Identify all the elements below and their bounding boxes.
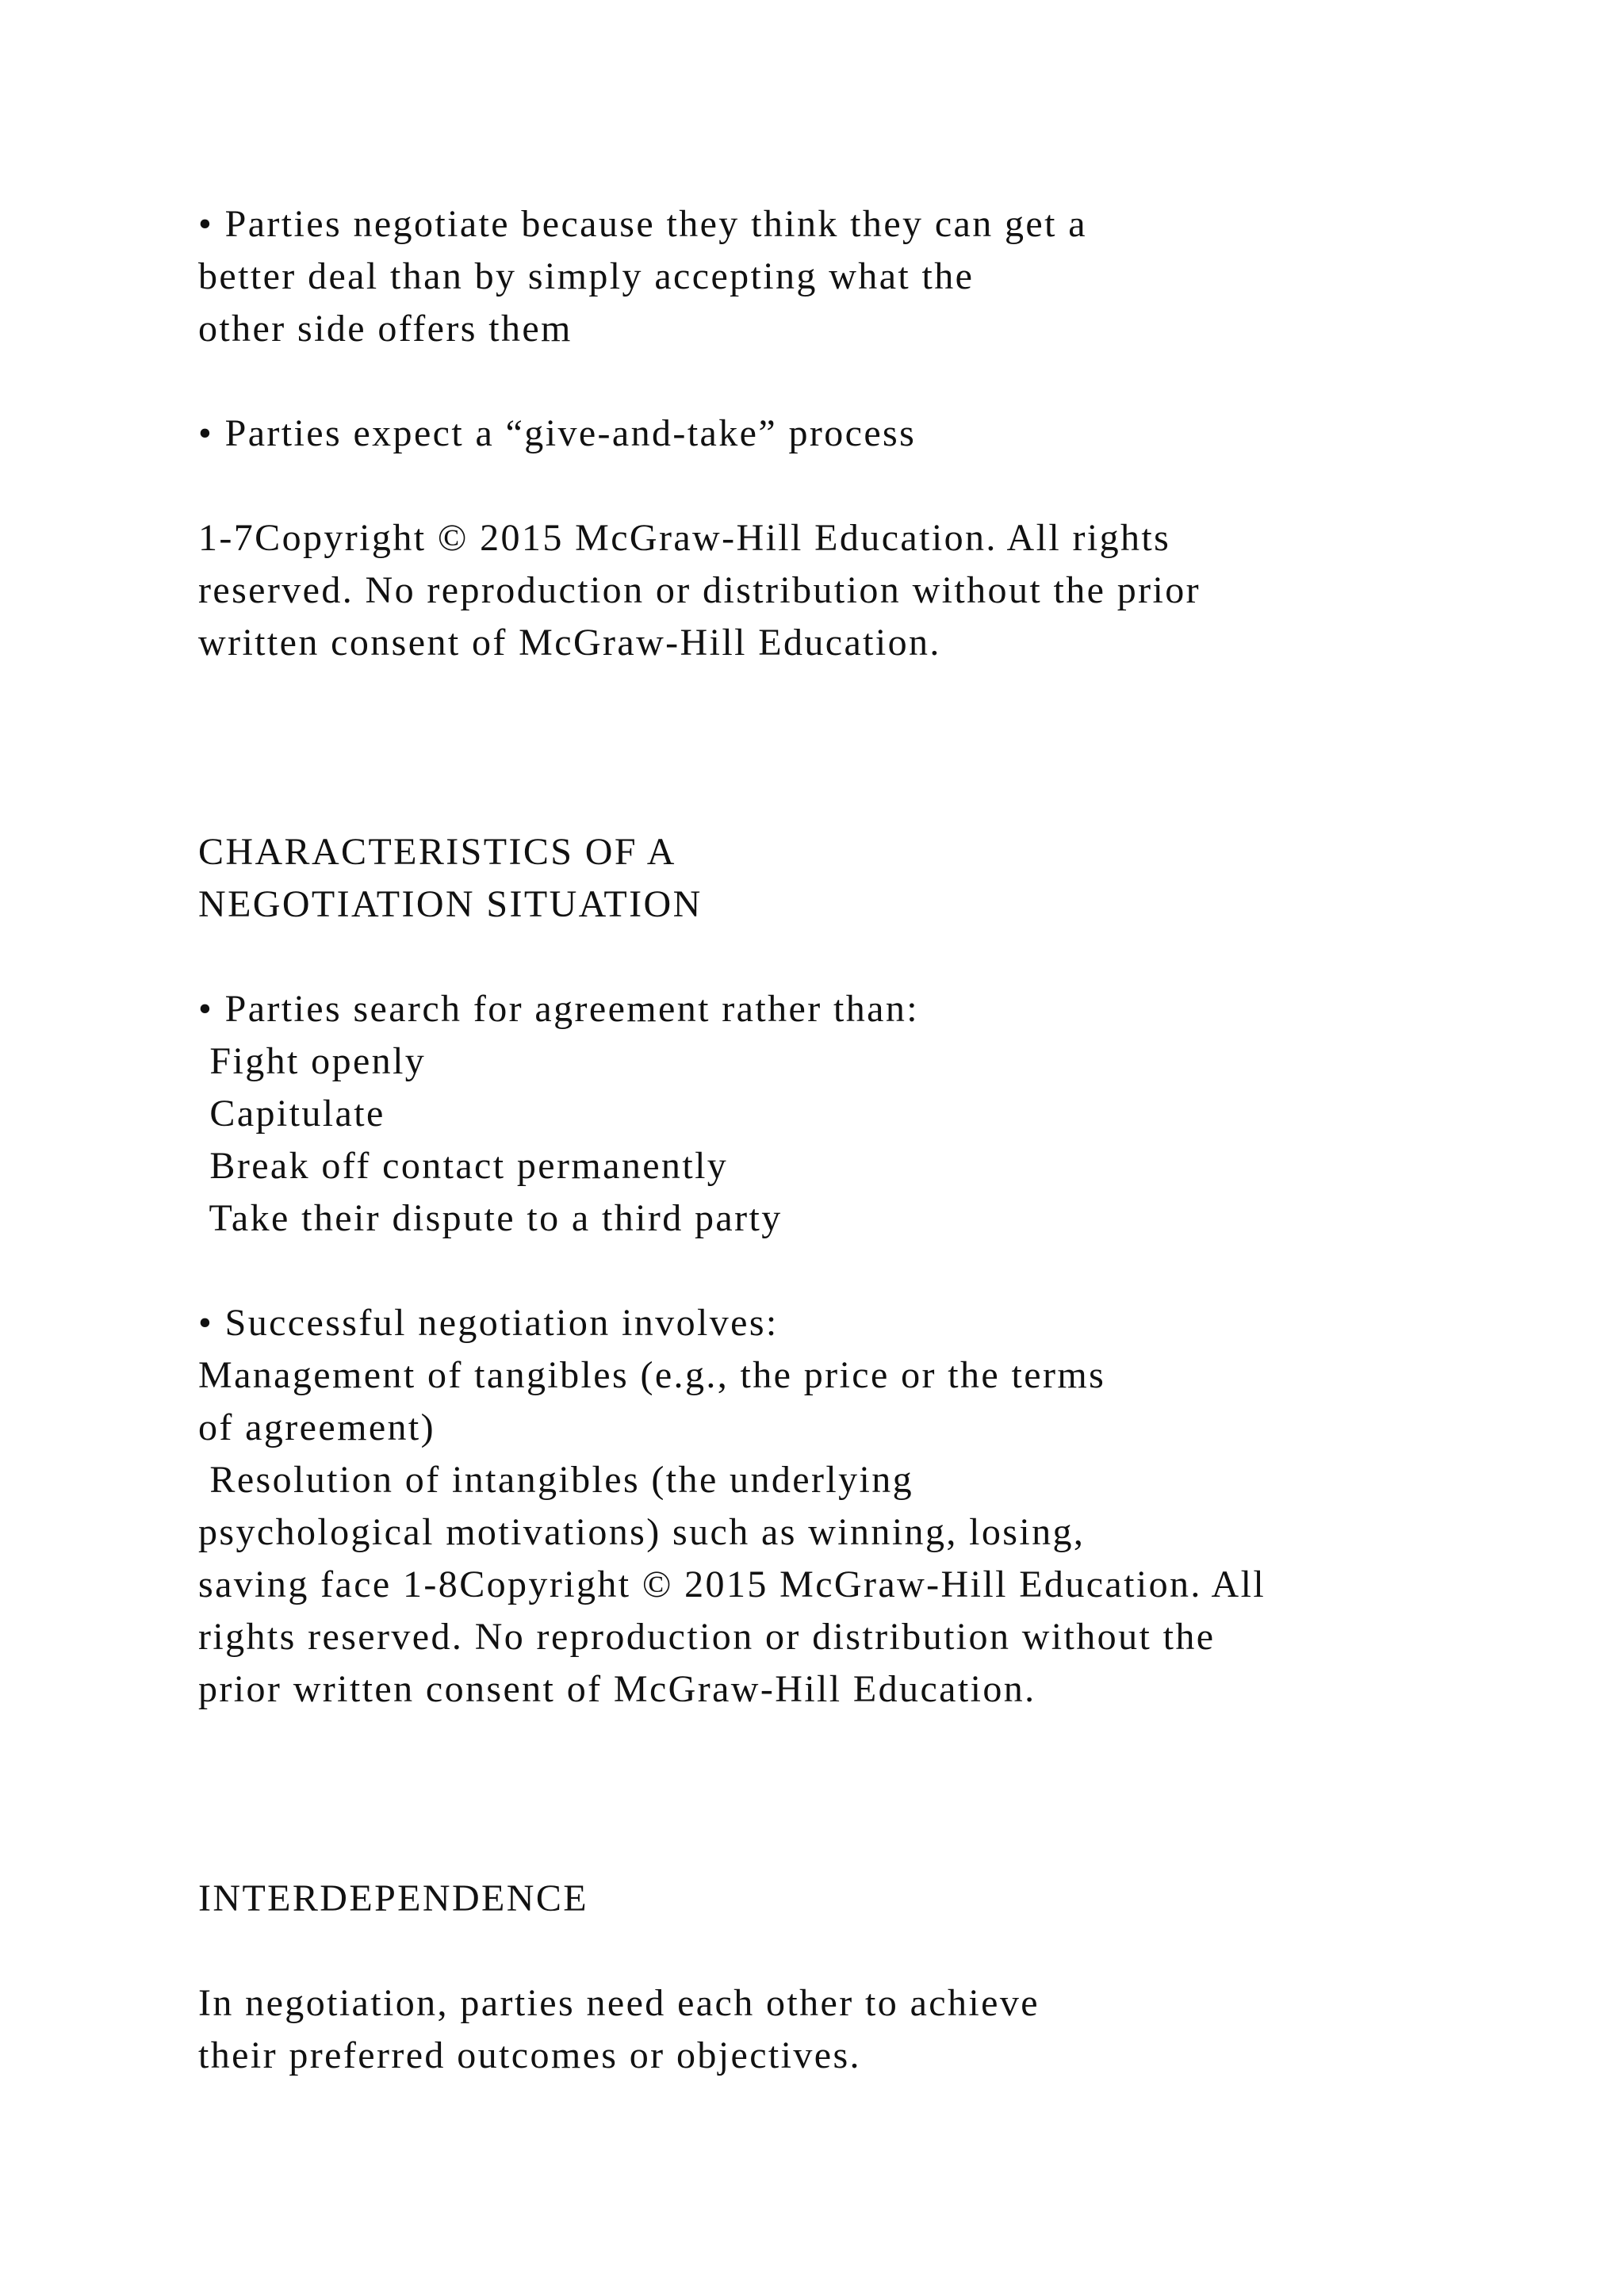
text-line: better deal than by simply accepting what the (198, 255, 975, 297)
copyright-line: prior written consent of McGraw-Hill Education. (198, 1668, 1036, 1710)
list-item: Management of tangibles (e.g., the price or the terms (198, 1354, 1106, 1396)
copyright-line: rights reserved. No reproduction or distribution without the (198, 1616, 1216, 1658)
text-line: • Parties negotiate because they think they can get a (198, 203, 1087, 245)
section-heading: INTERDEPENDENCE (198, 1877, 588, 1919)
text-line: psychological motivations) such as winning, losing, (198, 1511, 1086, 1553)
list-item: Take their dispute to a third party (198, 1197, 783, 1239)
text-line: other side offers them (198, 308, 573, 350)
text-line: • Successful negotiation involves: (198, 1302, 779, 1344)
copyright-line: written consent of McGraw-Hill Education. (198, 622, 941, 664)
list-item: Capitulate (198, 1093, 385, 1135)
text-line: • Parties search for agreement rather than: (198, 988, 919, 1030)
copyright-line: reserved. No reproduction or distribution without the prior (198, 569, 1201, 611)
copyright-line: 1-7Copyright © 2015 McGraw-Hill Education. All rights (198, 517, 1171, 559)
text-line: of agreement) (198, 1406, 436, 1448)
list-item: Break off contact permanently (198, 1145, 729, 1187)
list-item: Resolution of intangibles (the underlying (198, 1459, 914, 1501)
section-heading: CHARACTERISTICS OF A (198, 831, 676, 873)
text-line: • Parties expect a “give-and-take” process (198, 412, 917, 454)
section-heading: NEGOTIATION SITUATION (198, 883, 703, 925)
copyright-line: saving face 1-8Copyright © 2015 McGraw-Hill Education. All (198, 1563, 1266, 1605)
text-line: In negotiation, parties need each other to achieve (198, 1982, 1040, 2024)
list-item: Fight openly (198, 1040, 427, 1082)
text-line: their preferred outcomes or objectives. (198, 2034, 861, 2076)
